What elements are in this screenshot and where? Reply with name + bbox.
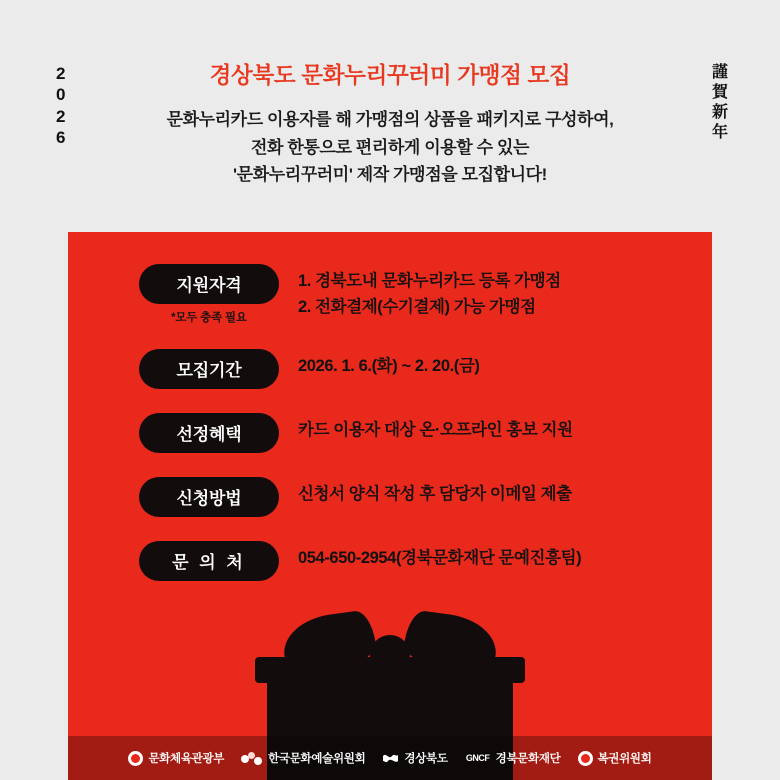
info-row-values [284,413,686,444]
poster-subtitle [90,106,690,189]
taegeuk-icon [578,751,593,766]
info-row-label-wrap [134,541,284,581]
info-row-label-wrap [134,264,284,325]
info-card [68,232,712,780]
info-row-eligibility [134,264,686,325]
info-row-application [134,477,686,517]
status-badge: 모집기간 [139,349,279,389]
logo-label: 문화체육관광부 [148,753,225,765]
year-digit: 2 [56,106,66,126]
logo-item-arko [241,750,365,766]
logo-item-gyeongsangbukdo [382,750,447,766]
info-value-line: 카드 이용자 대상 온·오프라인 홍보 지원 [298,421,573,439]
info-row-values [284,264,686,320]
subtitle-line: 문화누리카드 이용자를 해 가맹점의 상품을 패키지로 구성하여, [166,110,614,129]
info-row-label-wrap [134,349,284,389]
logo-item-lottery-commission [578,750,652,766]
taegeuk-icon [128,751,143,766]
year-vertical-text [56,63,65,148]
status-badge: 신청방법 [139,477,279,517]
logo-label: 경북문화재단 [495,753,561,765]
sponsor-logo-strip [68,736,712,780]
dots-icon [241,751,263,766]
subtitle-line: '문화누리꾸러미' 제작 가맹점을 모집합니다! [233,165,547,185]
info-row-label-wrap [134,413,284,453]
new-year-greeting-vertical-text [712,63,728,143]
logo-item-mcst [128,750,224,766]
year-digit: 2 [56,64,66,83]
greeting-char: 賀 [711,84,728,101]
info-value-line: 2026. 1. 6.(화) ~ 2. 20.(금) [298,357,480,375]
status-badge: 선정혜택 [139,413,279,453]
info-row-values [284,541,686,572]
info-row-benefits [134,413,686,453]
status-badge: 지원자격 [139,264,279,304]
year-digit: 0 [56,85,66,105]
info-row-values [284,477,686,508]
eligibility-note: *모두 충족 필요 [171,312,247,324]
status-badge: 문 의 처 [139,541,279,581]
greeting-char: 年 [711,124,728,141]
logo-item-gncf [465,750,561,766]
logo-label: 한국문화예술위원회 [268,753,366,765]
logo-label: 경상북도 [404,753,448,765]
wave-icon [382,751,399,766]
info-value-line: 1. 경북도내 문화누리카드 등록 가맹점 [298,272,561,290]
greeting-char: 謹 [711,64,728,81]
info-row-contact [134,541,686,581]
gncf-icon: GNCF [465,752,490,763]
subtitle-line: 전화 한통으로 편리하게 이용할 수 있는 [251,137,529,157]
info-row-values [284,349,686,380]
info-value-line: 2. 전화결제(수기결제) 가능 가맹점 [298,297,536,316]
info-row-period [134,349,686,389]
poster-header [90,58,690,189]
info-value-line: 054-650-2954(경북문화재단 문예진흥팀) [298,549,582,567]
year-digit: 6 [56,127,66,147]
greeting-char: 新 [711,104,728,121]
info-value-line: 신청서 양식 작성 후 담당자 이메일 제출 [298,485,572,503]
info-row-list [68,264,712,605]
logo-label: 복권위원회 [597,753,652,765]
page-title: 경상북도 문화누리꾸러미 가맹점 모집 [209,63,571,88]
info-row-label-wrap [134,477,284,517]
